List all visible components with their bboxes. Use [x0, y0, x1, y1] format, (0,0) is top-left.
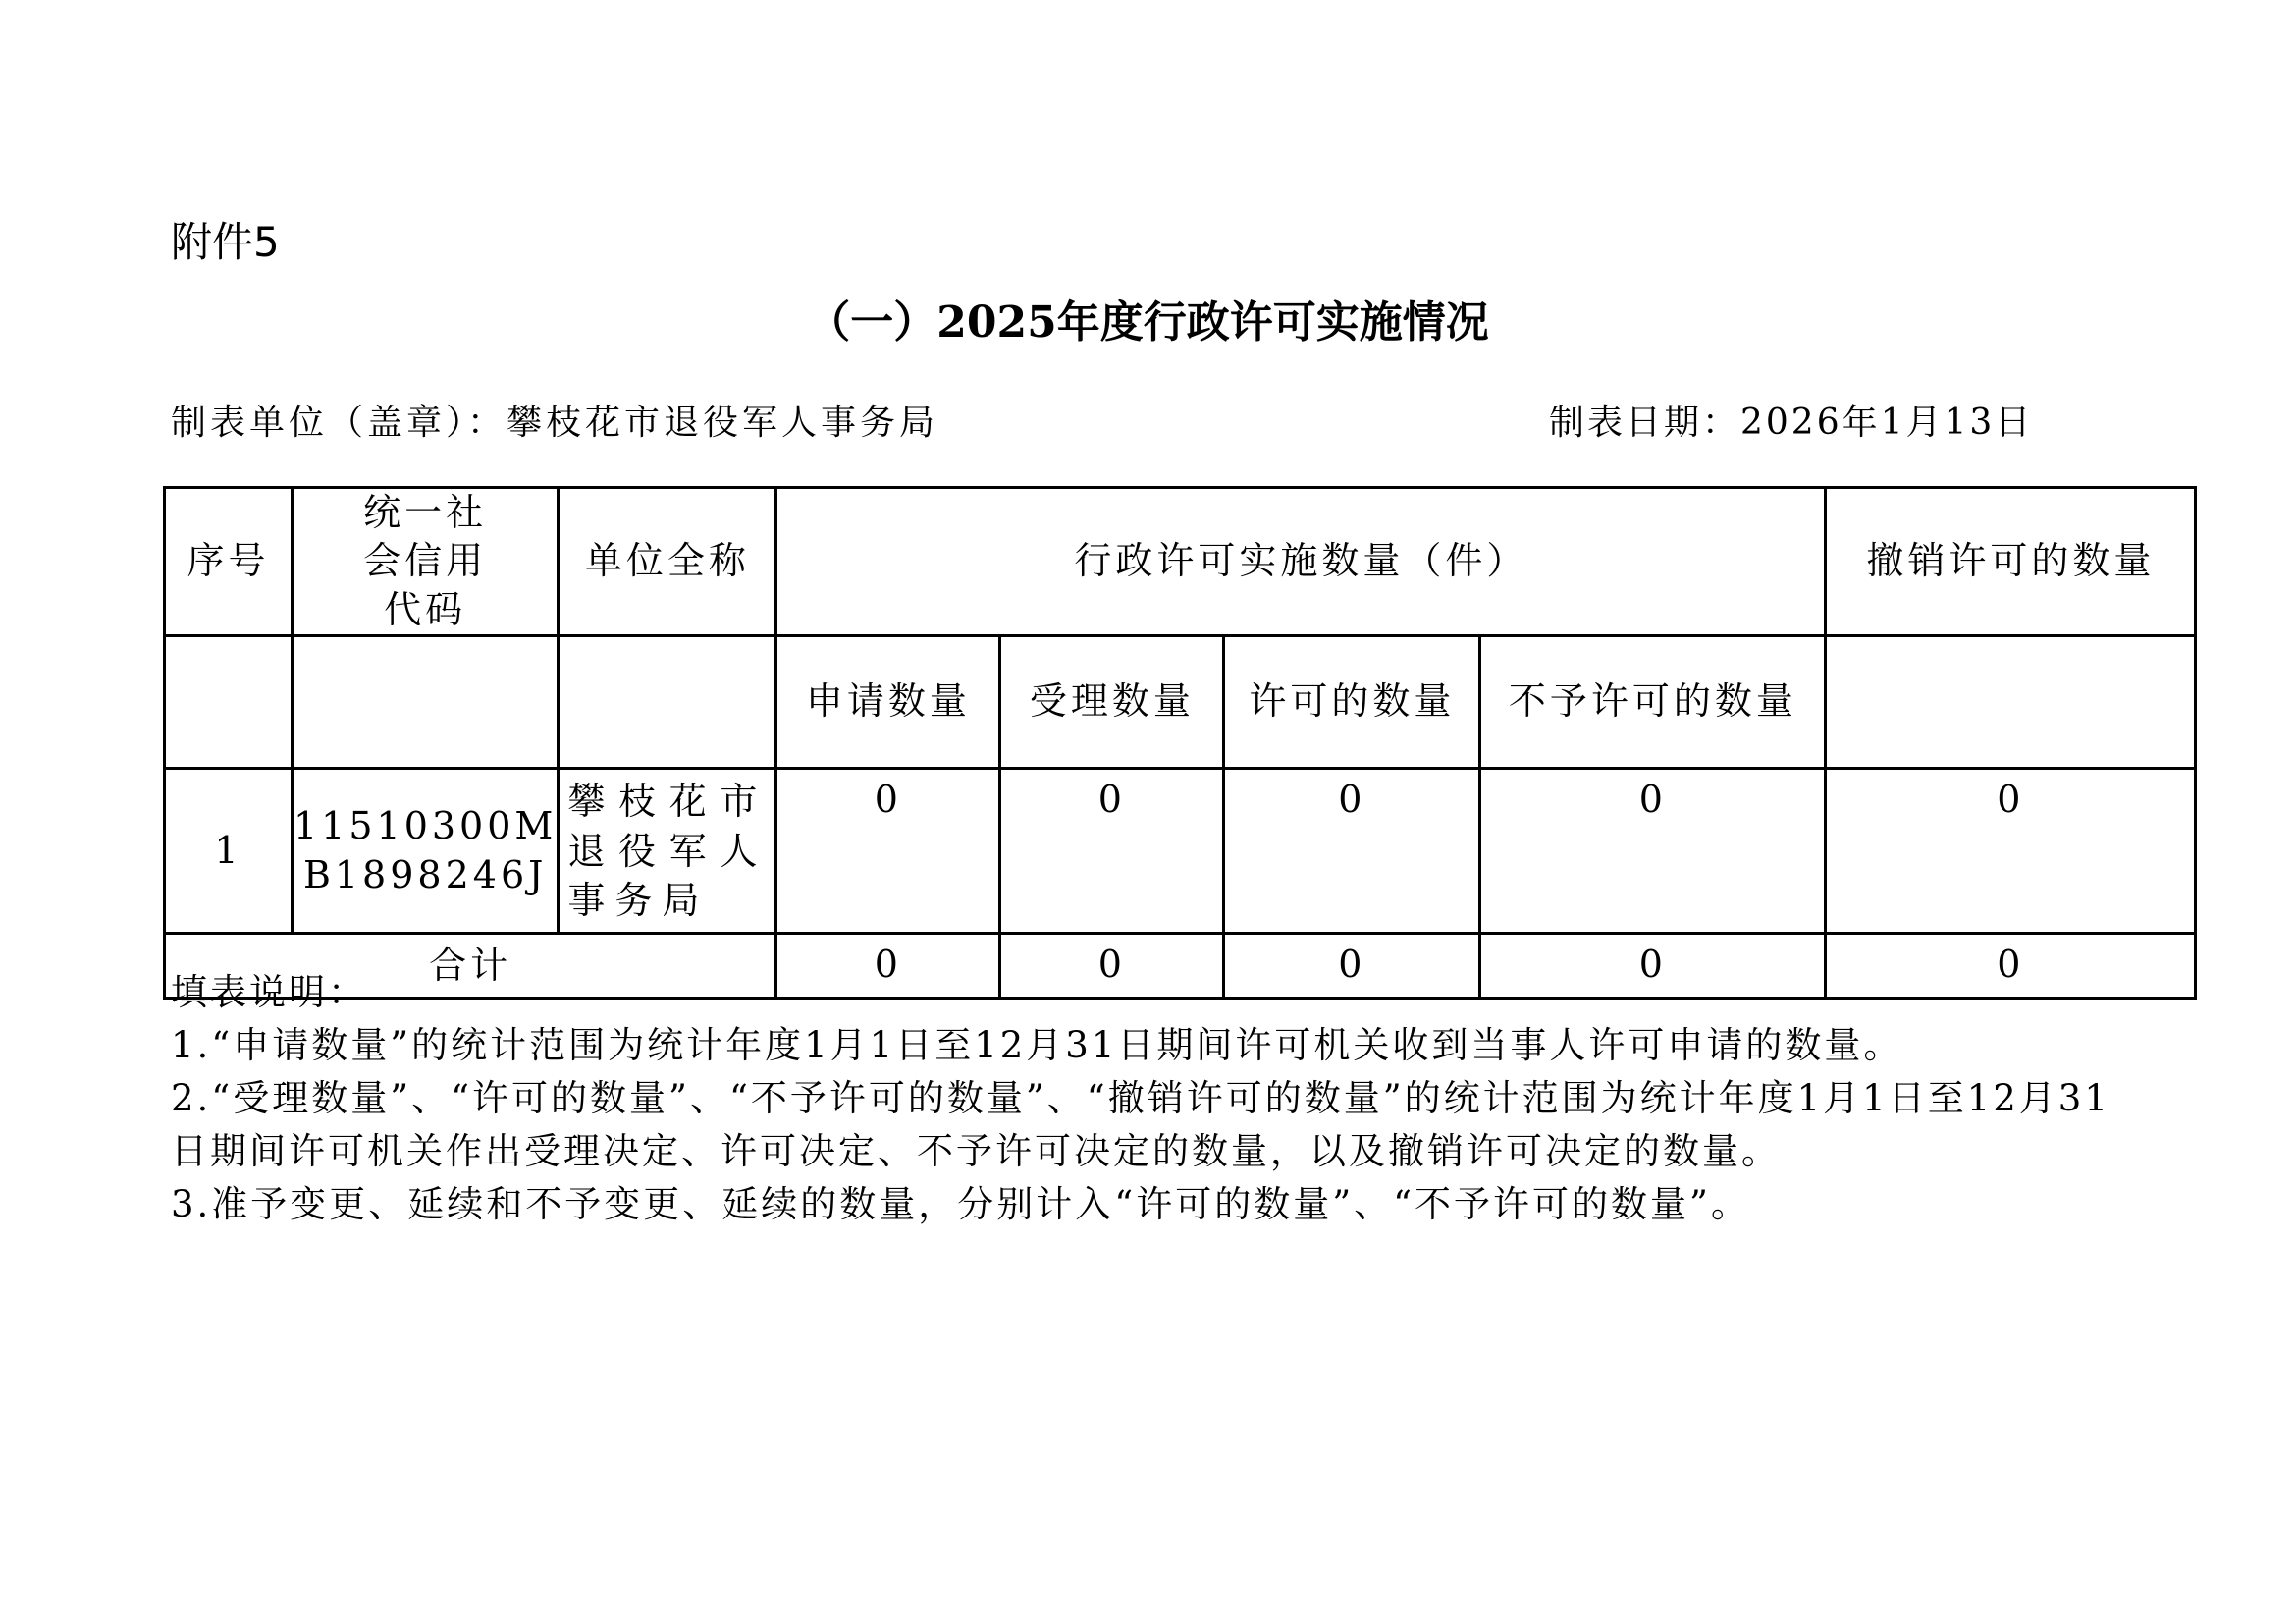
header-seq: 序号 — [165, 488, 293, 636]
page-title: （一）2025年度行政许可实施情况 — [807, 298, 1489, 348]
row-unit-name-cell — [559, 769, 776, 934]
header-apply-count: 申请数量 — [776, 636, 1000, 769]
header-row-1 — [165, 488, 2196, 636]
row-apply-count: 0 — [776, 769, 1000, 934]
row-accept-count: 0 — [1000, 769, 1224, 934]
prepared-by-unit: 制表单位（盖章）：攀枝花市退役军人事务局 — [171, 403, 939, 443]
notes-item-1: 1.“申请数量”的统计范围为统计年度1月1日至12月31日期间许可机关收到当事人许可申请的数量。 — [171, 1024, 1903, 1066]
total-apply-count: 0 — [776, 934, 1000, 999]
notes-item-3: 3.准予变更、延续和不予变更、延续的数量，分别计入“许可的数量”、“不予许可的数量”。 — [171, 1183, 1750, 1225]
row-credit-code-line2: B1898246J — [302, 852, 548, 896]
total-deny-count: 0 — [1480, 934, 1826, 999]
header-grant-count: 许可的数量 — [1224, 636, 1480, 769]
header-blank-code — [293, 636, 559, 769]
header-blank-revoke — [1826, 636, 2196, 769]
total-label: 合计 — [165, 934, 776, 999]
header-implementation-group: 行政许可实施数量（件） — [776, 488, 1826, 636]
prepared-date: 制表日期：2026年1月13日 — [1549, 403, 2034, 443]
attachment-label: 附件5 — [171, 218, 280, 266]
header-row-2 — [165, 636, 2196, 769]
row-deny-count: 0 — [1480, 769, 1826, 934]
header-credit-code — [293, 488, 559, 636]
notes-item-2: 2.“受理数量”、“许可的数量”、“不予许可的数量”、“撤销许可的数量”的统计范围为统计年度1月1日至12月31日期间许可机关作出受理决定、许可决定、不予许可决定的数量，以及撤销许可决定的数量。 — [171, 1077, 2110, 1172]
header-accept-count: 受理数量 — [1000, 636, 1224, 769]
filling-instructions — [171, 966, 2134, 1231]
row-credit-code — [293, 769, 559, 934]
notes-heading: 填表说明： — [171, 971, 367, 1013]
license-table — [163, 486, 2197, 1000]
row-revoke-count: 0 — [1826, 769, 2196, 934]
total-revoke-count: 0 — [1826, 934, 2196, 999]
total-grant-count: 0 — [1224, 934, 1480, 999]
header-blank-name — [559, 636, 776, 769]
header-deny-count: 不予许可的数量 — [1480, 636, 1826, 769]
row-credit-code-line1: 11510300M — [294, 804, 558, 848]
header-unit-name: 单位全称 — [559, 488, 776, 636]
total-accept-count: 0 — [1000, 934, 1224, 999]
table-row — [165, 769, 2196, 934]
header-credit-code-text: 统一社会信用代码 — [363, 491, 488, 631]
row-unit-name: 攀枝花市退役军人事务局 — [567, 780, 768, 922]
header-blank-seq — [165, 636, 293, 769]
row-grant-count: 0 — [1224, 769, 1480, 934]
row-seq: 1 — [165, 769, 293, 934]
header-revoke-count: 撤销许可的数量 — [1826, 488, 2196, 636]
